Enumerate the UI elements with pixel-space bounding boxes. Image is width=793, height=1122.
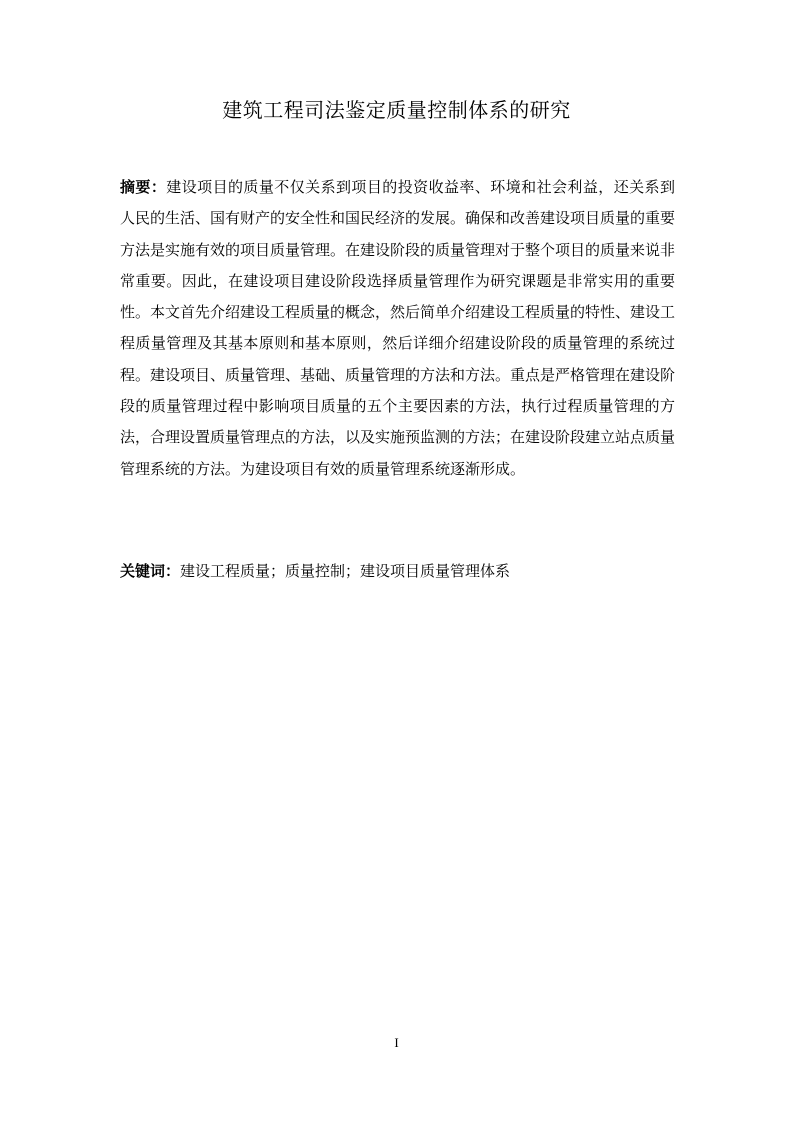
abstract-paragraph [120,172,675,485]
abstract-text: 建设项目的质量不仅关系到项目的投资收益率、环境和社会利益，还关系到人民的生活、国有财产的安全性和国民经济的发展。确保和改善建设项目质量的重要方法是实施有效的项目质量管理。在建设阶段的质量管理对于整个项目的质量来说非常重要。因此，在建设项目建设阶段选择质量管理作为研究课题是非常实用的重要性。本文首先介绍建设工程质量的概念，然后简单介绍建设工程质量的特性、建设工程质量管理及其基本原则和基本原则，然后详细介绍建设阶段的质量管理的系统过程。建设项目、质量管理、基础、质量管理的方法和方法。重点是严格管理在建设阶段的质量管理过程中影响项目质量的五个主要因素的方法，执行过程质量管理的方法，合理设置质量管理点的方法，以及实施预监测的方法；在建设阶段建立站点质量管理系统的方法。为建设项目有效的质量管理系统逐渐形成。 [120,178,676,478]
keywords-text: 建设工程质量；质量控制；建设项目质量管理体系 [180,562,511,580]
abstract-label: 摘要： [120,178,167,196]
document-title: 建筑工程司法鉴定质量控制体系的研究 [222,98,571,122]
keywords-paragraph [120,556,675,586]
keywords-label: 关键词： [120,562,181,580]
page-number: I [394,1035,399,1050]
